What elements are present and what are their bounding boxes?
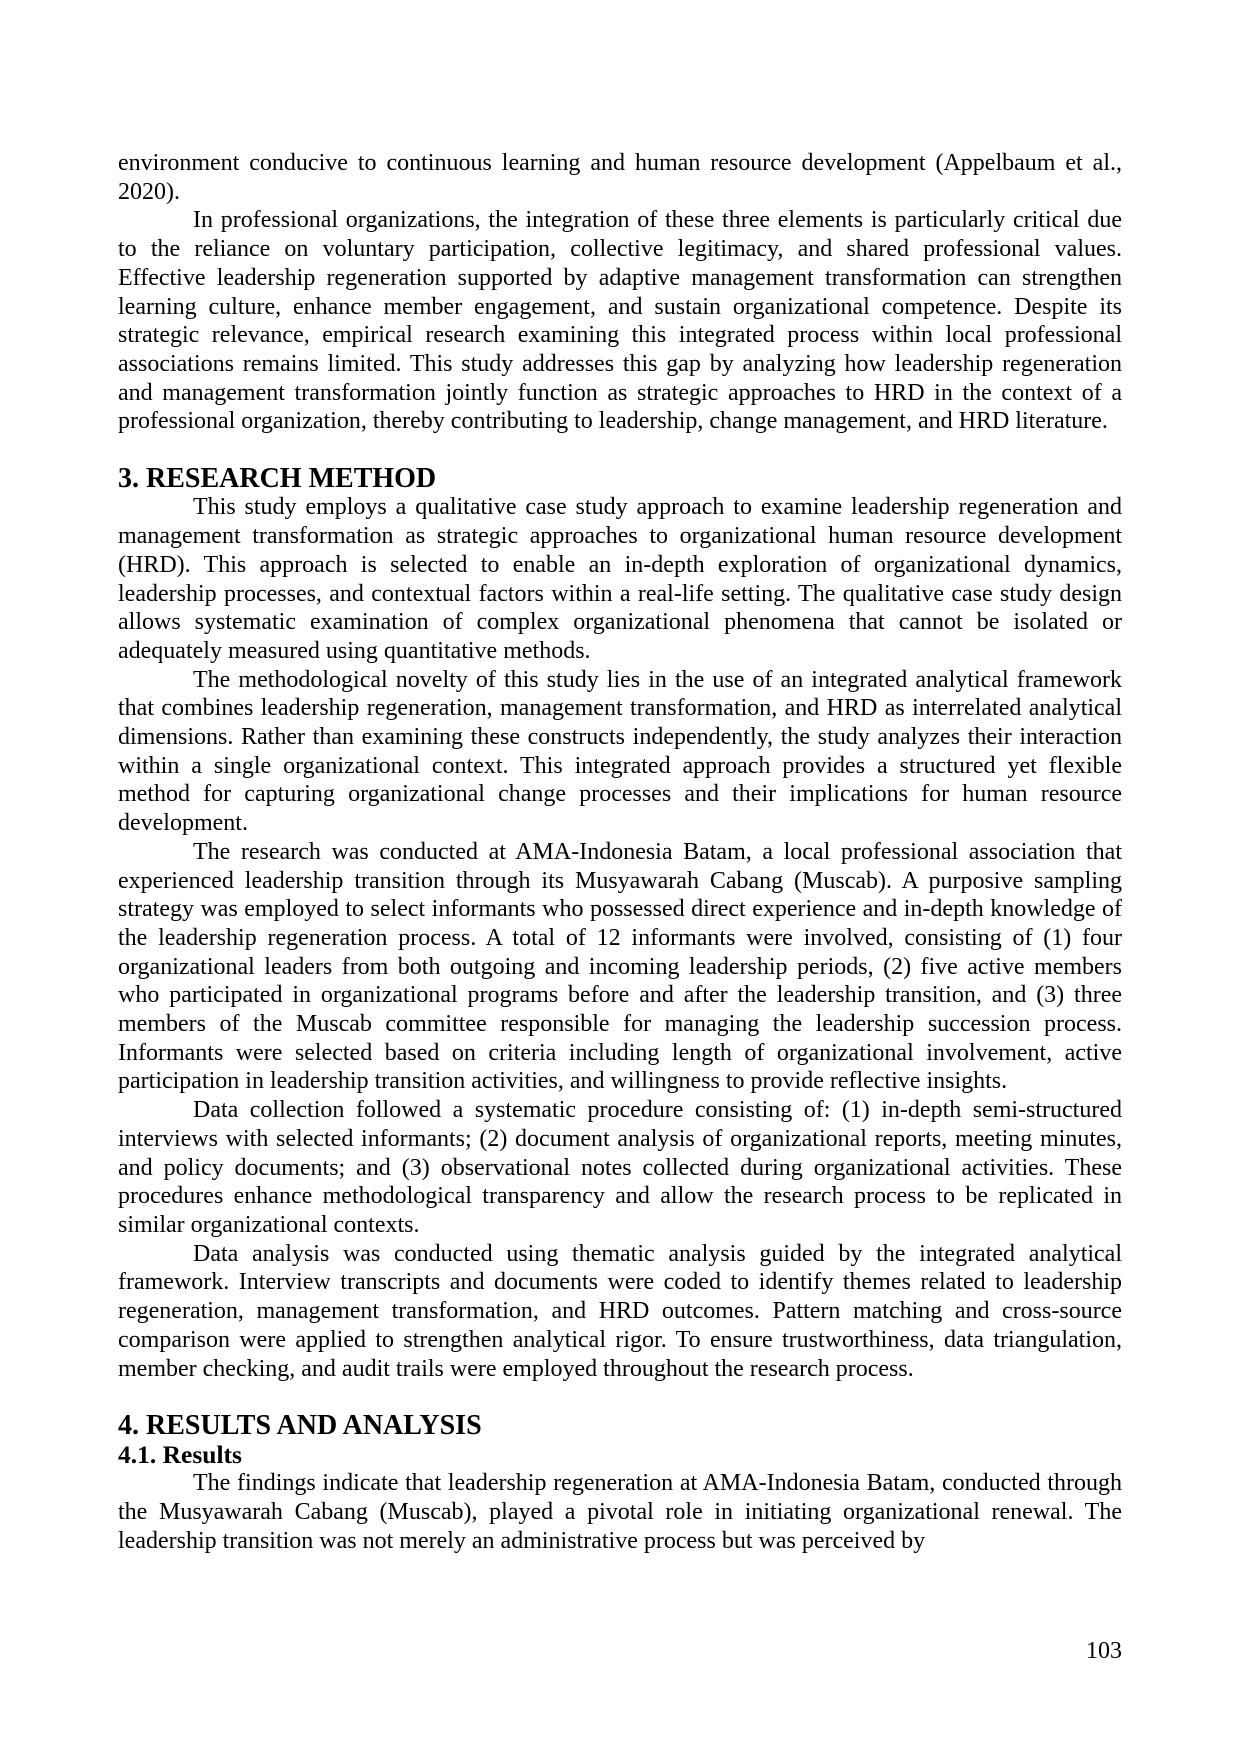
subsection-heading-results: 4.1. Results bbox=[118, 1439, 242, 1469]
paragraph-intro-continuation: environment conducive to continuous learning and human resource development (Appelbaum et al., 2020). bbox=[118, 150, 1122, 205]
paragraph-method-data-collection: Data collection followed a systematic procedure consisting of: (1) in-depth semi-structured interviews with selected informants; (2) document analysis of organizational reports, meeting minutes, and policy documents; and (3) observational notes collected during organizational activities. These procedures enhance methodological transparency and allow the research process to be replicated in similar organizational contexts. bbox=[118, 1097, 1122, 1238]
paragraph-method-site-informants: The research was conducted at AMA-Indonesia Batam, a local professional association that experienced leadership transition through its Musyawarah Cabang (Muscab). A purposive sampling strategy was employed to select informants who possessed direct experience and in-depth knowledge of the leadership regeneration process. A total of 12 informants were involved, consisting of (1) four organizational leaders from both outgoing and incoming leadership periods, (2) five active members who participated in organizational programs before and after the leadership transition, and (3) three members of the Muscab committee responsible for managing the leadership succession process. Informants were selected based on criteria including length of organizational involvement, active participation in leadership transition activities, and willingness to provide reflective insights. bbox=[118, 838, 1122, 1095]
page-number: 103 bbox=[1086, 1638, 1122, 1664]
section-heading-results-analysis: 4. RESULTS AND ANALYSIS bbox=[118, 1409, 482, 1441]
paragraph-method-data-analysis: Data analysis was conducted using thematic analysis guided by the integrated analytical framework. Interview transcripts and documents were coded to identify themes related to leadership regeneration, management transformation, and HRD outcomes. Pattern matching and cross-source comparison were applied to strengthen analytical rigor. To ensure trustworthiness, data triangulation, member checking, and audit trails were employed throughout the research process. bbox=[118, 1240, 1122, 1382]
paragraph-results-findings: The findings indicate that leadership regeneration at AMA-Indonesia Batam, conducted through the Musyawarah Cabang (Muscab), played a pivotal role in initiating organizational renewal. The leadership transition was not merely an administrative process but was perceived by bbox=[118, 1470, 1122, 1554]
paragraph-method-novelty: The methodological novelty of this study lies in the use of an integrated analytical framework that combines leadership regeneration, management transformation, and HRD as interrelated analytical dimensions. Rather than examining these constructs independently, the study analyzes their interaction within a single organizational context. This integrated approach provides a structured yet flexible method for capturing organizational change processes and their implications for human resource development. bbox=[118, 666, 1122, 837]
section-heading-research-method: 3. RESEARCH METHOD bbox=[118, 462, 437, 494]
paragraph-method-approach: This study employs a qualitative case study approach to examine leadership regeneration and management transformation as strategic approaches to organizational human resource development (HRD). This approach is selected to enable an in-depth exploration of organizational dynamics, leadership processes, and contextual factors within a real-life setting. The qualitative case study design allows systematic examination of complex organizational phenomena that cannot be isolated or adequately measured using quantitative methods. bbox=[118, 494, 1122, 664]
paragraph-intro: In professional organizations, the integration of these three elements is particularly critical due to the reliance on voluntary participation, collective legitimacy, and shared professional values. Effective leadership regeneration supported by adaptive management transformation can strengthen learning culture, enhance member engagement, and sustain organizational competence. Despite its strategic relevance, empirical research examining this integrated process within local professional associations remains limited. This study addresses this gap by analyzing how leadership regeneration and management transformation jointly function as strategic approaches to HRD in the context of a professional organization, thereby contributing to leadership, change management, and HRD literature. bbox=[118, 207, 1122, 435]
page-body-text bbox=[118, 149, 1122, 1555]
